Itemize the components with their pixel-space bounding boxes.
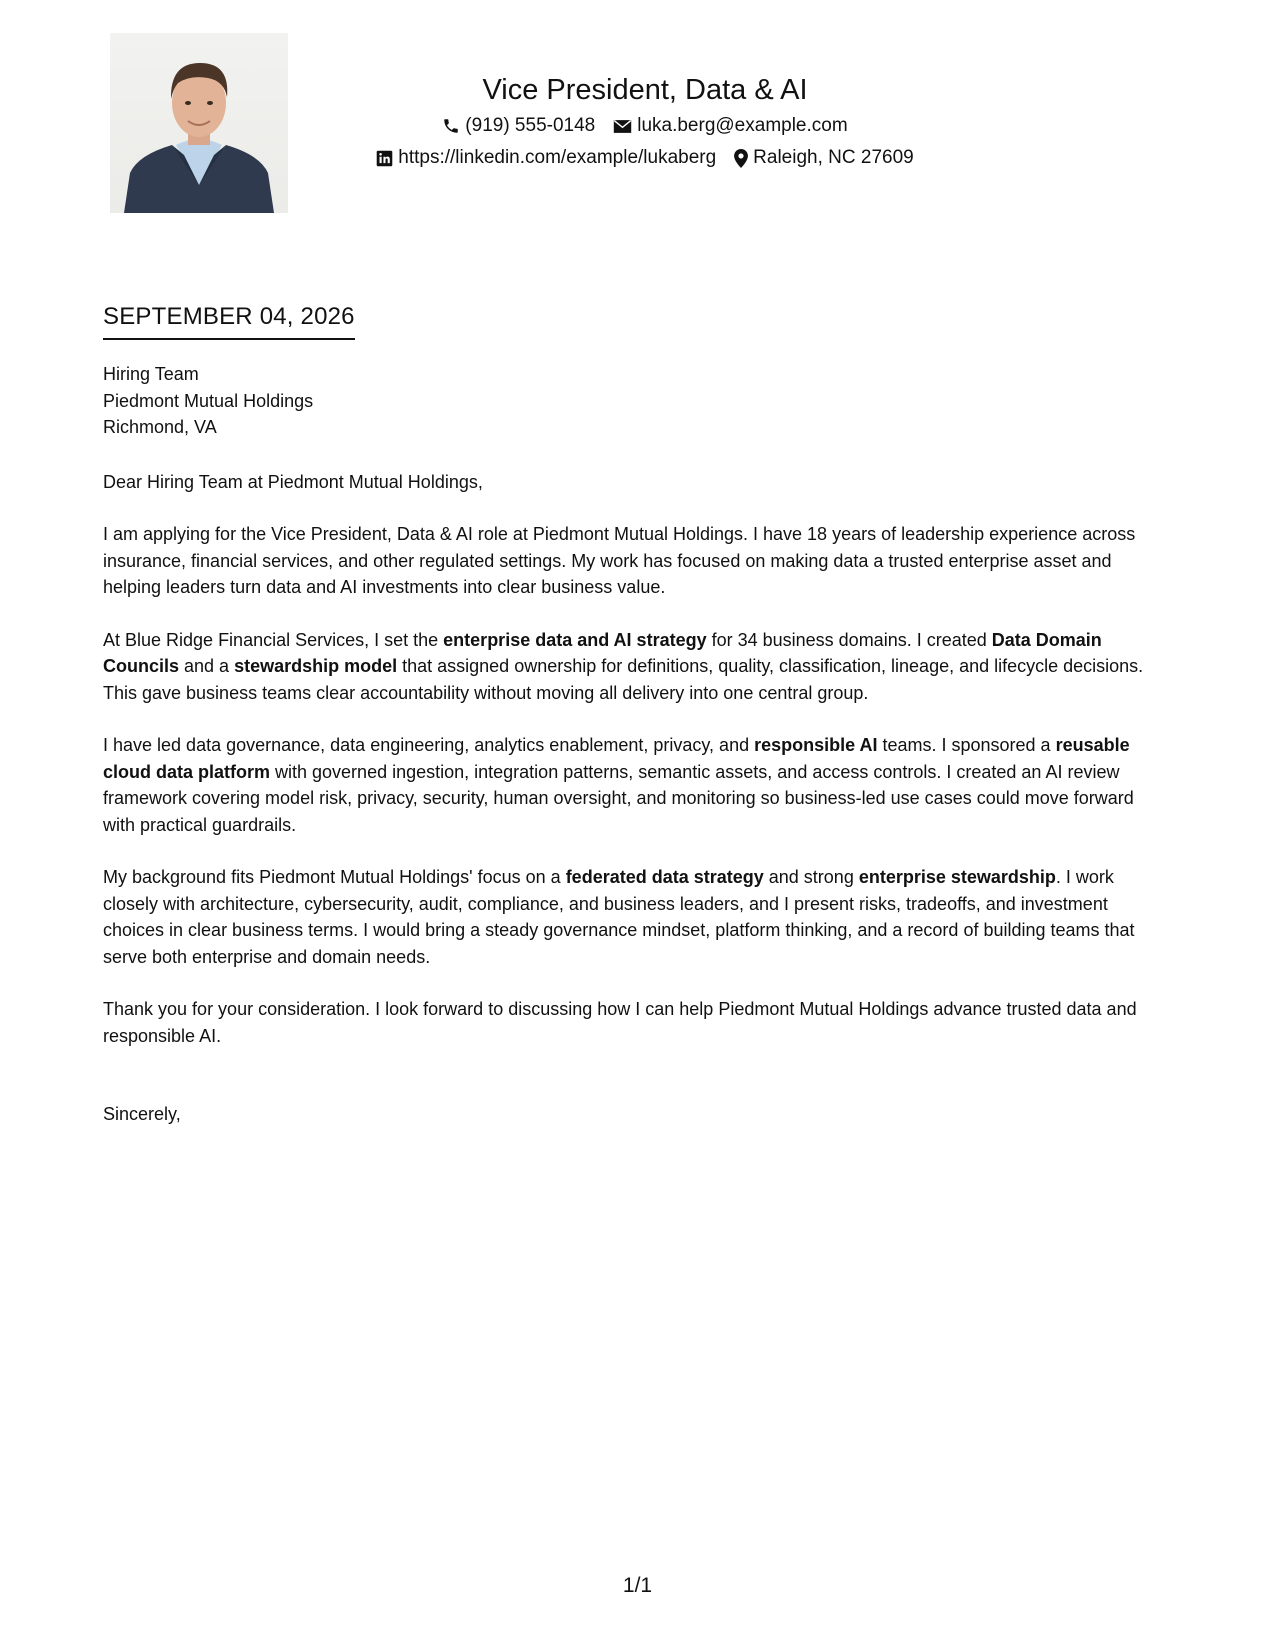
letter-header <box>300 70 990 174</box>
p4-text-3: . I work closely with architecture, cybersecurity, audit, compliance, and business leaders, and I present risks, tradeoffs, and investment choices in clear business terms. I would bring a steady governance mindset, platform thinking, and a record of building teams that serve both enterprise and domain needs. <box>103 867 1135 967</box>
paragraph-1: I am applying for the Vice President, Data & AI role at Piedmont Mutual Holdings. I have 18 years of leadership experience across insurance, financial services, and other regulated settings. My work has focused on making data a trusted enterprise asset and helping leaders turn data and AI investments into clear business value. <box>103 524 1136 597</box>
portrait-illustration <box>110 33 288 213</box>
paragraph-4 <box>103 864 1163 970</box>
page-number: 1/1 <box>622 1574 653 1597</box>
p2-text-1: At Blue Ridge Financial Services, I set the <box>103 629 444 650</box>
salutation: Dear Hiring Team at Piedmont Mutual Holdings, <box>103 471 483 492</box>
location-contact <box>734 142 914 174</box>
profile-photo <box>110 33 288 213</box>
p3-bold-1: responsible AI <box>754 735 878 755</box>
recipient-company: Piedmont Mutual Holdings <box>103 390 314 411</box>
p4-bold-2: enterprise stewardship <box>858 867 1056 887</box>
paragraph-5: Thank you for your consideration. I look forward to discussing how I can help Piedmont Mutual Holdings advance trusted data and responsible AI. <box>103 999 1137 1046</box>
contact-line-2 <box>300 142 990 174</box>
letter-date: SEPTEMBER 04, 2026 <box>103 302 355 340</box>
p2-bold-2: Data Domain Councils <box>103 629 1102 676</box>
p3-text-1: I have led data governance, data engineering, analytics enablement, privacy, and <box>103 735 755 755</box>
p2-text-3: and a <box>179 656 235 676</box>
p4-text-1: My background fits Piedmont Mutual Holdings' focus on a <box>103 867 566 887</box>
recipient-block <box>103 361 1163 441</box>
p2-bold-1: enterprise data and AI strategy <box>443 629 707 650</box>
p2-bold-3: stewardship model <box>234 656 398 676</box>
p2-text-4: that assigned ownership for definitions, quality, classification, lineage, and lifecycle decisions. This gave business teams clear accountability without moving all delivery into one central group. <box>103 656 1144 703</box>
location-text: Raleigh, NC 27609 <box>753 147 914 168</box>
envelope-icon <box>613 119 632 134</box>
recipient-name: Hiring Team <box>103 364 199 384</box>
contact-line-1 <box>300 110 990 142</box>
p3-text-3: with governed ingestion, integration patterns, semantic assets, and access controls. I created an AI review framework covering model risk, privacy, security, human oversight, and monitoring so business-led use cases could move forward with practical guardrails. <box>103 761 1134 835</box>
p4-bold-1: federated data strategy <box>565 867 764 887</box>
closing: Sincerely, <box>103 1104 181 1124</box>
linkedin-text[interactable]: https://linkedin.com/example/lukaberg <box>398 147 717 168</box>
linkedin-icon <box>376 150 393 167</box>
map-pin-icon <box>734 149 748 168</box>
phone-contact <box>442 110 595 142</box>
p2-text-2: for 34 business domains. I created <box>706 629 992 650</box>
email-text[interactable]: luka.berg@example.com <box>637 115 848 136</box>
paragraph-3 <box>103 732 1163 838</box>
letter-body <box>103 361 1163 1128</box>
job-title: Vice President, Data & AI <box>482 74 808 106</box>
p3-text-2: teams. I sponsored a <box>877 735 1056 755</box>
linkedin-contact[interactable] <box>376 142 716 174</box>
email-contact[interactable] <box>613 110 847 142</box>
paragraph-2 <box>103 627 1163 707</box>
phone-text: (919) 555-0148 <box>465 115 596 136</box>
phone-icon <box>442 117 460 135</box>
p3-bold-2: reusable cloud data platform <box>103 735 1130 782</box>
recipient-city: Richmond, VA <box>103 417 217 437</box>
p4-text-2: and strong <box>763 867 859 887</box>
